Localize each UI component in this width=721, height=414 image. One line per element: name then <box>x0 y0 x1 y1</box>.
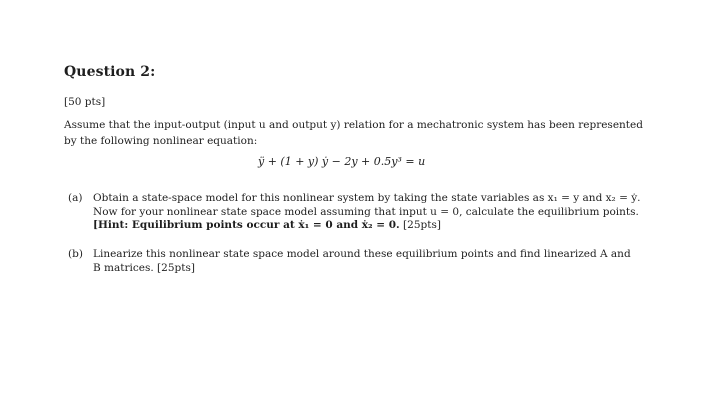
question-intro <box>64 117 654 149</box>
part-a <box>64 192 664 233</box>
part-a-line-1: Obtain a state-space model for this nonlinear system by taking the state variables as x₁ = y and x₂ = ẏ. <box>93 192 641 204</box>
part-a-label: (a) <box>68 192 83 204</box>
part-b-label: (b) <box>68 248 83 260</box>
question-title: Question 2: <box>64 64 156 80</box>
part-b-line-2 <box>93 262 664 276</box>
part-b-points: [25pts] <box>157 261 195 274</box>
part-b-body <box>93 248 664 275</box>
part-a-line-3 <box>93 219 664 233</box>
part-a-points: [25pts] <box>403 219 441 231</box>
nonlinear-equation: ÿ + (1 + y) ẏ − 2y + 0.5y³ = u <box>258 155 426 168</box>
question-points: [50 pts] <box>64 96 106 108</box>
part-a-body <box>93 192 664 233</box>
intro-line-1: Assume that the input-output (input u and output y) relation for a mechatronic system has been represented <box>64 119 643 131</box>
part-b-line-1: Linearize this nonlinear state space model around these equilibrium points and find linearized A and <box>93 248 631 260</box>
part-b <box>64 248 664 275</box>
part-a-hint: [Hint: Equilibrium points occur at ẋ₁ = 0 and ẋ₂ = 0. <box>93 219 400 231</box>
intro-line-2: by the following nonlinear equation: <box>64 135 258 147</box>
part-a-line-2: Now for your nonlinear state space model assuming that input u = 0, calculate the equilibrium points. <box>93 205 639 218</box>
part-b-line-2-text: B matrices. <box>93 261 154 274</box>
